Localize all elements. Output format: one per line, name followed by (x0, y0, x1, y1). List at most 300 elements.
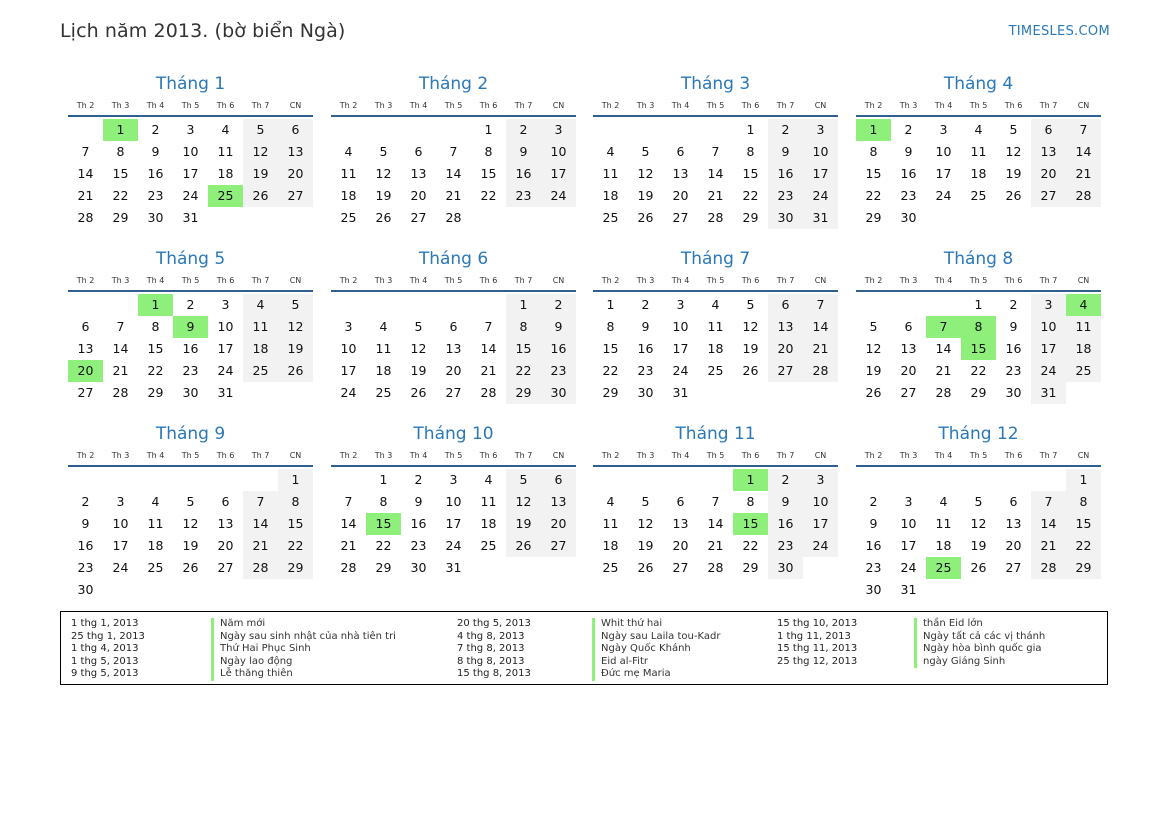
day-cell: 20 (1005, 538, 1022, 553)
day-cell: 18 (935, 538, 952, 553)
day-cell: 25 (243, 360, 278, 382)
day-cell: 2 (414, 472, 423, 487)
day-cell: 11 (970, 144, 987, 159)
day-cell: 22 (375, 538, 392, 553)
day-cell: 14 (803, 316, 838, 338)
day-cell: 23 (147, 188, 164, 203)
day-cell: 9 (904, 144, 913, 159)
day-cell: 29 (742, 560, 759, 575)
day-grid (68, 469, 313, 601)
day-cell: 15 (480, 166, 497, 181)
day-cell: 16 (182, 341, 199, 356)
day-cell: 13 (445, 341, 462, 356)
empty-cell (628, 469, 663, 491)
empty-cell (471, 294, 506, 316)
day-cell: 10 (672, 319, 689, 334)
day-cell: 26 (1005, 188, 1022, 203)
day-grid (593, 294, 838, 404)
day-cell: 17 (112, 538, 129, 553)
month-divider (331, 115, 576, 117)
holiday-day-cell: 4 (1066, 294, 1101, 316)
site-link[interactable]: TIMESLES.COM (1008, 24, 1110, 39)
day-cell: 13 (672, 516, 689, 531)
legend-date: 1 thg 4, 2013 (71, 643, 139, 654)
day-cell: 7 (1031, 491, 1066, 513)
empty-cell (138, 469, 173, 491)
day-cell: 27 (77, 385, 94, 400)
weekday-label: Th 6 (479, 451, 498, 460)
weekday-label: CN (1077, 276, 1090, 285)
weekday-label: Th 2 (339, 101, 358, 110)
day-cell: 19 (637, 188, 654, 203)
day-cell: 23 (865, 560, 882, 575)
weekday-label: Th 6 (479, 276, 498, 285)
day-cell: 17 (803, 163, 838, 185)
day-cell: 5 (746, 297, 755, 312)
day-cell: 16 (506, 163, 541, 185)
empty-cell (891, 294, 926, 316)
day-cell: 24 (112, 560, 129, 575)
day-cell: 13 (541, 491, 576, 513)
day-cell: 21 (707, 188, 724, 203)
day-cell: 2 (1009, 297, 1018, 312)
day-cell: 11 (707, 319, 724, 334)
month-title: Tháng 3 (680, 74, 751, 94)
day-cell: 7 (449, 144, 458, 159)
day-cell: 31 (182, 210, 199, 225)
day-cell: 8 (869, 144, 878, 159)
day-cell: 22 (742, 538, 759, 553)
month-title: Tháng 5 (155, 249, 226, 269)
day-cell: 22 (970, 363, 987, 378)
day-cell: 8 (746, 494, 755, 509)
day-cell: 25 (480, 538, 497, 553)
weekday-label: Th 5 (181, 276, 200, 285)
day-cell: 11 (480, 494, 497, 509)
day-cell: 16 (410, 516, 427, 531)
month-block (68, 423, 313, 601)
day-cell: 13 (410, 166, 427, 181)
empty-cell (698, 469, 733, 491)
day-cell: 14 (243, 513, 278, 535)
legend-date: 15 thg 11, 2013 (777, 643, 858, 654)
day-cell: 19 (1005, 166, 1022, 181)
month-title: Tháng 2 (418, 74, 489, 94)
weekday-label: Th 7 (251, 451, 270, 460)
weekday-header (593, 99, 838, 113)
day-cell: 20 (1031, 163, 1066, 185)
day-cell: 24 (541, 185, 576, 207)
day-cell: 17 (541, 163, 576, 185)
day-cell: 16 (865, 538, 882, 553)
day-cell: 17 (900, 538, 917, 553)
day-cell: 23 (541, 360, 576, 382)
day-cell: 26 (410, 385, 427, 400)
day-cell: 5 (974, 494, 983, 509)
day-cell: 6 (768, 294, 803, 316)
day-cell: 30 (77, 582, 94, 597)
day-cell: 7 (1066, 119, 1101, 141)
weekday-label: Th 4 (409, 451, 428, 460)
month-block (331, 423, 576, 579)
empty-cell (208, 469, 243, 491)
day-cell: 29 (112, 210, 129, 225)
day-cell: 13 (768, 316, 803, 338)
day-cell: 22 (278, 535, 313, 557)
day-cell: 4 (939, 494, 948, 509)
day-cell: 4 (484, 472, 493, 487)
month-title: Tháng 4 (943, 74, 1014, 94)
empty-cell (68, 119, 103, 141)
weekday-label: Th 4 (146, 276, 165, 285)
empty-cell (331, 119, 366, 141)
day-cell: 29 (602, 385, 619, 400)
day-grid (331, 469, 576, 579)
day-cell: 19 (742, 341, 759, 356)
day-cell: 26 (970, 560, 987, 575)
day-cell: 11 (602, 516, 619, 531)
day-cell: 15 (1066, 513, 1101, 535)
day-cell: 29 (506, 382, 541, 404)
day-cell: 2 (768, 119, 803, 141)
day-cell: 10 (900, 516, 917, 531)
day-cell: 18 (480, 516, 497, 531)
day-cell: 23 (410, 538, 427, 553)
day-cell: 28 (77, 210, 94, 225)
day-cell: 14 (935, 341, 952, 356)
day-cell: 23 (1005, 363, 1022, 378)
weekday-label: Th 6 (216, 451, 235, 460)
day-cell: 25 (147, 560, 164, 575)
weekday-label: CN (552, 101, 565, 110)
day-cell: 28 (480, 385, 497, 400)
day-cell: 7 (711, 494, 720, 509)
empty-cell (593, 469, 628, 491)
day-cell: 19 (970, 538, 987, 553)
day-cell: 26 (637, 560, 654, 575)
month-divider (68, 115, 313, 117)
empty-cell (243, 469, 278, 491)
weekday-label: CN (814, 451, 827, 460)
day-cell: 2 (151, 122, 160, 137)
weekday-header (68, 274, 313, 288)
day-cell: 15 (742, 166, 759, 181)
day-cell: 31 (445, 560, 462, 575)
day-cell: 24 (672, 363, 689, 378)
weekday-label: Th 2 (76, 101, 95, 110)
day-cell: 5 (506, 469, 541, 491)
weekday-label: CN (1077, 101, 1090, 110)
weekday-label: Th 6 (741, 101, 760, 110)
empty-cell (961, 469, 996, 491)
day-cell: 8 (151, 319, 160, 334)
day-cell: 27 (1031, 185, 1066, 207)
day-cell: 18 (602, 188, 619, 203)
month-block (331, 73, 576, 229)
day-grid (68, 119, 313, 229)
day-cell: 24 (340, 385, 357, 400)
day-cell: 1 (484, 122, 493, 137)
day-cell: 6 (449, 319, 458, 334)
legend-holiday-name: Đức mẹ Maria (592, 668, 671, 681)
day-grid (331, 119, 576, 229)
day-cell: 14 (1031, 513, 1066, 535)
month-block (593, 73, 838, 229)
day-cell: 23 (182, 363, 199, 378)
legend-holiday-name: Ngày Quốc Khánh (592, 643, 691, 656)
weekday-label: Th 6 (741, 451, 760, 460)
empty-cell (436, 294, 471, 316)
day-cell: 7 (243, 491, 278, 513)
day-cell: 11 (375, 341, 392, 356)
day-cell: 26 (637, 210, 654, 225)
day-cell: 28 (803, 360, 838, 382)
weekday-label: Th 5 (706, 276, 725, 285)
holiday-day-cell: 8 (961, 316, 996, 338)
weekday-header (856, 99, 1101, 113)
weekday-label: Th 2 (601, 451, 620, 460)
day-cell: 9 (768, 491, 803, 513)
legend-date: 4 thg 8, 2013 (457, 630, 525, 642)
day-cell: 4 (974, 122, 983, 137)
day-cell: 12 (637, 516, 654, 531)
holiday-day-cell: 15 (366, 513, 401, 535)
day-cell: 6 (1009, 494, 1018, 509)
holiday-day-cell: 9 (173, 316, 208, 338)
holiday-day-cell: 25 (208, 185, 243, 207)
day-cell: 29 (970, 385, 987, 400)
day-cell: 9 (641, 319, 650, 334)
month-title: Tháng 8 (943, 249, 1014, 269)
month-block (593, 248, 838, 404)
day-cell: 16 (637, 341, 654, 356)
day-grid (856, 294, 1101, 404)
day-cell: 23 (506, 185, 541, 207)
day-cell: 30 (768, 207, 803, 229)
day-cell: 28 (445, 210, 462, 225)
weekday-label: Th 3 (374, 451, 393, 460)
day-cell: 30 (900, 210, 917, 225)
day-cell: 7 (484, 319, 493, 334)
day-cell: 10 (1031, 316, 1066, 338)
day-cell: 8 (116, 144, 125, 159)
day-cell: 7 (81, 144, 90, 159)
day-cell: 25 (602, 560, 619, 575)
day-cell: 18 (217, 166, 234, 181)
empty-cell (698, 119, 733, 141)
weekday-label: Th 6 (479, 101, 498, 110)
day-cell: 3 (449, 472, 458, 487)
day-cell: 2 (186, 297, 195, 312)
day-cell: 23 (768, 535, 803, 557)
day-cell: 31 (217, 385, 234, 400)
day-cell: 12 (637, 166, 654, 181)
empty-cell (103, 469, 138, 491)
day-cell: 5 (278, 294, 313, 316)
holiday-day-cell: 15 (733, 513, 768, 535)
empty-cell (996, 469, 1031, 491)
weekday-header (593, 449, 838, 463)
month-title: Tháng 10 (413, 424, 494, 444)
weekday-label: Th 5 (181, 451, 200, 460)
day-grid (593, 119, 838, 229)
day-cell: 29 (865, 210, 882, 225)
weekday-label: Th 7 (514, 451, 533, 460)
weekday-label: CN (289, 276, 302, 285)
weekday-label: Th 3 (899, 101, 918, 110)
legend-date: 8 thg 8, 2013 (457, 655, 525, 667)
day-cell: 27 (672, 210, 689, 225)
day-cell: 3 (803, 119, 838, 141)
day-cell: 9 (541, 316, 576, 338)
empty-cell (436, 119, 471, 141)
day-cell: 22 (1066, 535, 1101, 557)
weekday-label: Th 2 (864, 451, 883, 460)
day-cell: 23 (637, 363, 654, 378)
day-cell: 26 (243, 185, 278, 207)
day-cell: 21 (445, 188, 462, 203)
day-cell: 25 (602, 210, 619, 225)
day-cell: 4 (711, 297, 720, 312)
day-cell: 14 (480, 341, 497, 356)
day-cell: 22 (112, 188, 129, 203)
weekday-header (68, 99, 313, 113)
legend-holiday-name: Ngày sau Laila tou-Kadr (592, 631, 720, 644)
day-cell: 27 (217, 560, 234, 575)
holiday-day-cell: 7 (926, 316, 961, 338)
day-cell: 30 (637, 385, 654, 400)
day-cell: 3 (676, 297, 685, 312)
weekday-label: Th 7 (514, 101, 533, 110)
day-cell: 13 (900, 341, 917, 356)
day-cell: 9 (506, 141, 541, 163)
day-cell: 13 (1005, 516, 1022, 531)
weekday-label: Th 6 (216, 101, 235, 110)
day-cell: 17 (672, 341, 689, 356)
month-block (68, 73, 313, 229)
day-cell: 2 (541, 294, 576, 316)
weekday-label: Th 4 (671, 276, 690, 285)
day-cell: 17 (340, 363, 357, 378)
day-cell: 19 (278, 338, 313, 360)
month-block (593, 423, 838, 579)
weekday-header (331, 274, 576, 288)
day-cell: 22 (506, 360, 541, 382)
weekday-label: Th 6 (1004, 451, 1023, 460)
empty-cell (366, 119, 401, 141)
day-cell: 3 (541, 119, 576, 141)
day-cell: 18 (970, 166, 987, 181)
legend-holiday-name: Ngày sau sinh nhật của nhà tiên tri (211, 631, 396, 644)
weekday-label: Th 3 (374, 276, 393, 285)
weekday-label: Th 2 (339, 451, 358, 460)
day-cell: 14 (707, 516, 724, 531)
day-cell: 10 (445, 494, 462, 509)
day-cell: 15 (506, 338, 541, 360)
day-cell: 20 (768, 338, 803, 360)
legend-holiday-name: ngày Giáng Sinh (914, 656, 1005, 669)
day-cell: 15 (112, 166, 129, 181)
day-cell: 24 (1031, 360, 1066, 382)
day-cell: 7 (344, 494, 353, 509)
empty-cell (891, 469, 926, 491)
day-cell: 6 (676, 494, 685, 509)
day-cell: 3 (939, 122, 948, 137)
day-cell: 1 (1066, 469, 1101, 491)
day-cell: 12 (970, 516, 987, 531)
day-cell: 19 (182, 538, 199, 553)
day-cell: 12 (182, 516, 199, 531)
day-cell: 10 (112, 516, 129, 531)
holiday-day-cell: 1 (103, 119, 138, 141)
day-cell: 20 (672, 538, 689, 553)
day-cell: 17 (935, 166, 952, 181)
month-divider (331, 465, 576, 467)
day-cell: 30 (182, 385, 199, 400)
day-cell: 8 (278, 491, 313, 513)
day-cell: 11 (217, 144, 234, 159)
day-cell: 29 (742, 210, 759, 225)
day-cell: 15 (147, 341, 164, 356)
day-cell: 24 (803, 535, 838, 557)
month-block (856, 423, 1101, 601)
day-cell: 11 (340, 166, 357, 181)
weekday-label: Th 6 (1004, 101, 1023, 110)
day-cell: 22 (147, 363, 164, 378)
day-cell: 3 (221, 297, 230, 312)
weekday-label: Th 4 (671, 101, 690, 110)
weekday-label: Th 5 (444, 101, 463, 110)
day-cell: 1 (506, 294, 541, 316)
day-grid (68, 294, 313, 404)
day-cell: 23 (900, 188, 917, 203)
day-cell: 6 (221, 494, 230, 509)
day-cell: 19 (865, 363, 882, 378)
day-cell: 27 (278, 185, 313, 207)
day-cell: 20 (541, 513, 576, 535)
weekday-header (331, 99, 576, 113)
day-cell: 24 (935, 188, 952, 203)
day-cell: 12 (742, 319, 759, 334)
day-cell: 24 (217, 363, 234, 378)
day-cell: 10 (182, 144, 199, 159)
month-block (856, 248, 1101, 404)
day-cell: 5 (379, 144, 388, 159)
day-cell: 17 (445, 516, 462, 531)
day-cell: 6 (676, 144, 685, 159)
day-cell: 28 (112, 385, 129, 400)
day-cell: 7 (116, 319, 125, 334)
day-cell: 9 (81, 516, 90, 531)
day-cell: 16 (77, 538, 94, 553)
weekday-label: Th 7 (776, 451, 795, 460)
day-cell: 4 (379, 319, 388, 334)
day-cell: 28 (1066, 185, 1101, 207)
day-cell: 3 (344, 319, 353, 334)
legend-holiday-name: Thứ Hai Phục Sinh (211, 643, 311, 656)
holiday-day-cell: 1 (733, 469, 768, 491)
weekday-label: Th 5 (444, 276, 463, 285)
empty-cell (401, 294, 436, 316)
day-cell: 28 (707, 560, 724, 575)
day-cell: 26 (375, 210, 392, 225)
day-cell: 7 (711, 144, 720, 159)
day-cell: 10 (803, 141, 838, 163)
day-cell: 22 (742, 188, 759, 203)
month-title: Tháng 9 (155, 424, 226, 444)
legend-date: 9 thg 5, 2013 (71, 668, 139, 679)
day-cell: 10 (217, 319, 234, 334)
